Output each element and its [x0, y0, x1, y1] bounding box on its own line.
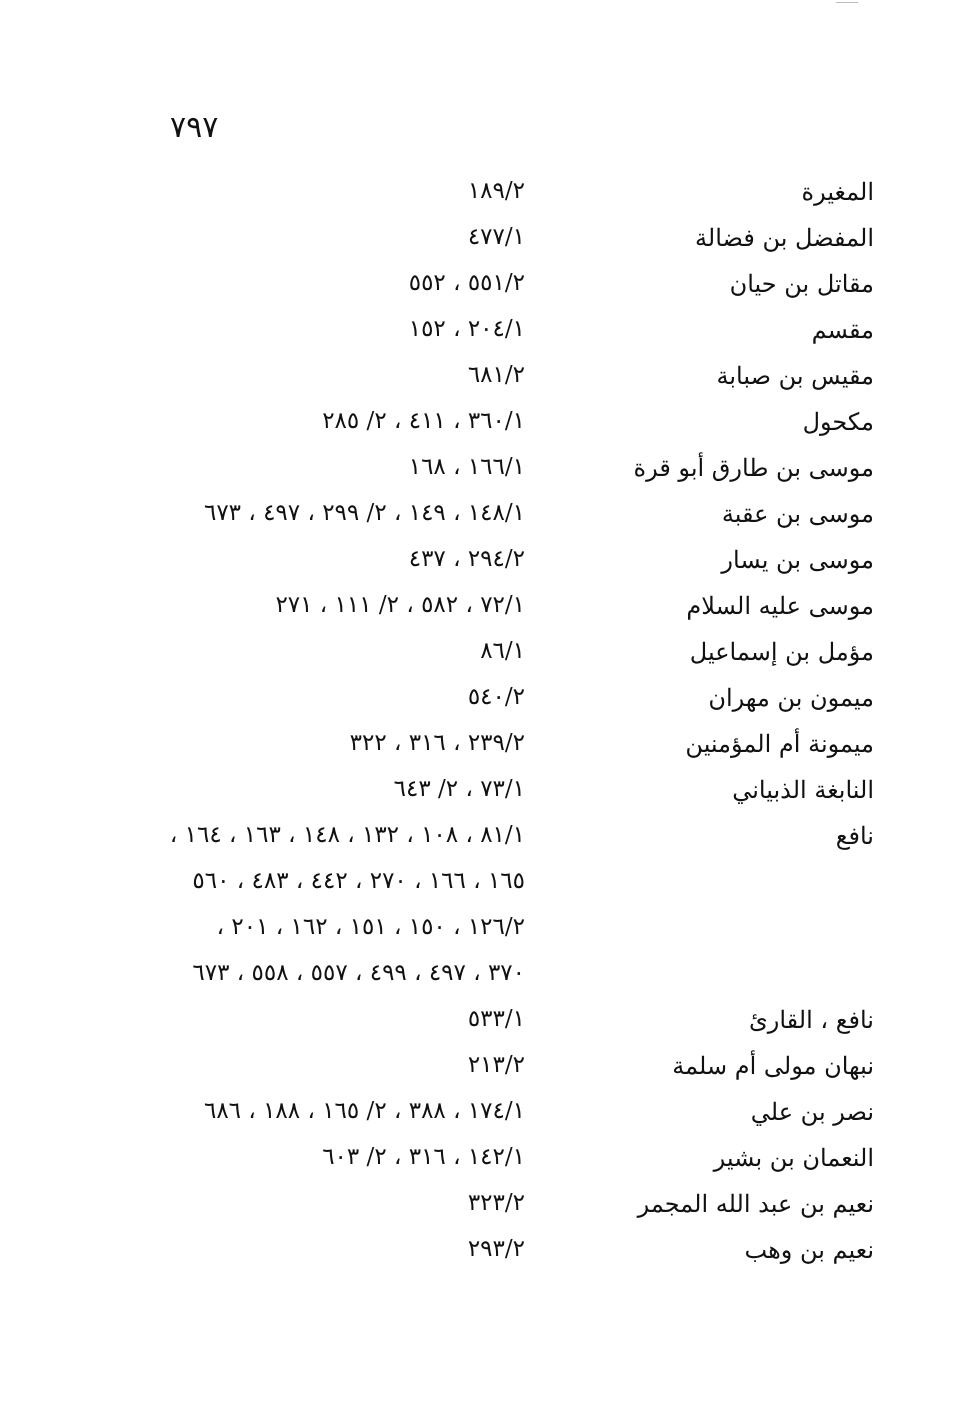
index-entry	[0, 586, 977, 632]
entry-name: نافع ، القارئ	[748, 1006, 874, 1034]
entry-name: موسى عليه السلام	[686, 592, 874, 620]
entry-references: ٢٠٤/١ ، ١٥٢	[408, 316, 525, 342]
index-entry	[0, 494, 977, 540]
entry-name: مقسم	[811, 316, 874, 344]
entry-name: النابغة الذبياني	[732, 776, 874, 804]
index-entry-continuation	[0, 908, 977, 954]
index-entry	[0, 632, 977, 678]
entry-references: ١٤٨/١ ، ١٤٩ ، ٢/ ٢٩٩ ، ٤٩٧ ، ٦٧٣	[203, 500, 525, 526]
entry-name: مؤمل بن إسماعيل	[689, 638, 874, 666]
index-entry-continuation	[0, 862, 977, 908]
entry-name: مقاتل بن حيان	[729, 270, 874, 298]
index-entry	[0, 264, 977, 310]
entry-references: ٥٥١/٢ ، ٥٥٢	[408, 270, 525, 296]
index-entry	[0, 1184, 977, 1230]
entry-references: ٧٢/١ ، ٥٨٢ ، ٢/ ١١١ ، ٢٧١	[275, 592, 525, 618]
entry-references: ٣٢٣/٢	[467, 1190, 525, 1216]
entry-references: ١٨٩/٢	[467, 178, 525, 204]
index-entry	[0, 678, 977, 724]
entry-name: النعمان بن بشير	[713, 1144, 874, 1172]
entry-references: ١٤٢/١ ، ٣١٦ ، ٢/ ٦٠٣	[322, 1144, 525, 1170]
entry-references: ٣٧٠ ، ٤٩٧ ، ٤٩٩ ، ٥٥٧ ، ٥٥٨ ، ٦٧٣	[192, 960, 525, 986]
index-entry	[0, 1000, 977, 1046]
index-entry	[0, 172, 977, 218]
entry-name: نبهان مولى أم سلمة	[672, 1052, 874, 1080]
index-entry	[0, 448, 977, 494]
index-entry	[0, 356, 977, 402]
entry-name: نافع	[835, 822, 874, 850]
index-entry	[0, 1230, 977, 1276]
entry-references: ٥٣٣/١	[467, 1006, 525, 1032]
entry-name: نعيم بن وهب	[744, 1236, 874, 1264]
entry-references: ٧٣/١ ، ٢/ ٦٤٣	[393, 776, 525, 802]
entry-references: ١٢٦/٢ ، ١٥٠ ، ١٥١ ، ١٦٢ ، ٢٠١ ،	[216, 914, 525, 940]
entry-name: نصر بن علي	[750, 1098, 874, 1126]
entry-name: مكحول	[802, 408, 874, 436]
entry-name: المفضل بن فضالة	[695, 224, 874, 252]
index-entry	[0, 402, 977, 448]
entry-references: ١٦٦/١ ، ١٦٨	[408, 454, 525, 480]
index-entry	[0, 1092, 977, 1138]
index-entry	[0, 816, 977, 862]
entry-references: ٢٩٣/٢	[467, 1236, 525, 1262]
entry-name: موسى بن عقبة	[721, 500, 874, 528]
entry-name: ميمون بن مهران	[708, 684, 874, 712]
entry-references: ١٦٥ ، ١٦٦ ، ٢٧٠ ، ٤٤٢ ، ٤٨٣ ، ٥٦٠	[192, 868, 525, 894]
entry-name: المغيرة	[801, 178, 874, 206]
entry-references: ٤٧٧/١	[467, 224, 525, 250]
entry-references: ٣٦٠/١ ، ٤١١ ، ٢/ ٢٨٥	[322, 408, 525, 434]
index-entry	[0, 310, 977, 356]
entry-references: ٢١٣/٢	[467, 1052, 525, 1078]
index-entry	[0, 218, 977, 264]
entry-references: ٢٩٤/٢ ، ٤٣٧	[408, 546, 525, 572]
entry-references: ٨١/١ ، ١٠٨ ، ١٣٢ ، ١٤٨ ، ١٦٣ ، ١٦٤ ،	[169, 822, 525, 848]
entry-name: نعيم بن عبد الله المجمر	[637, 1190, 874, 1218]
entry-name: ميمونة أم المؤمنين	[685, 730, 874, 758]
entry-references: ٦٨١/٢	[467, 362, 525, 388]
entry-references: ١٧٤/١ ، ٣٨٨ ، ٢/ ١٦٥ ، ١٨٨ ، ٦٨٦	[203, 1098, 525, 1124]
index-entry-continuation	[0, 954, 977, 1000]
entry-name: موسى بن يسار	[721, 546, 874, 574]
entry-name: موسى بن طارق أبو قرة	[633, 454, 874, 482]
page-number: ٧٩٧	[170, 110, 219, 145]
name-index-list	[0, 172, 977, 1276]
top-edge-mark	[836, 2, 858, 3]
index-entry	[0, 724, 977, 770]
index-entry	[0, 1138, 977, 1184]
index-entry	[0, 770, 977, 816]
index-entry	[0, 1046, 977, 1092]
entry-references: ٨٦/١	[480, 638, 525, 664]
entry-references: ٢٣٩/٢ ، ٣١٦ ، ٣٢٢	[349, 730, 525, 756]
index-entry	[0, 540, 977, 586]
entry-name: مقيس بن صبابة	[716, 362, 874, 390]
entry-references: ٥٤٠/٢	[467, 684, 525, 710]
